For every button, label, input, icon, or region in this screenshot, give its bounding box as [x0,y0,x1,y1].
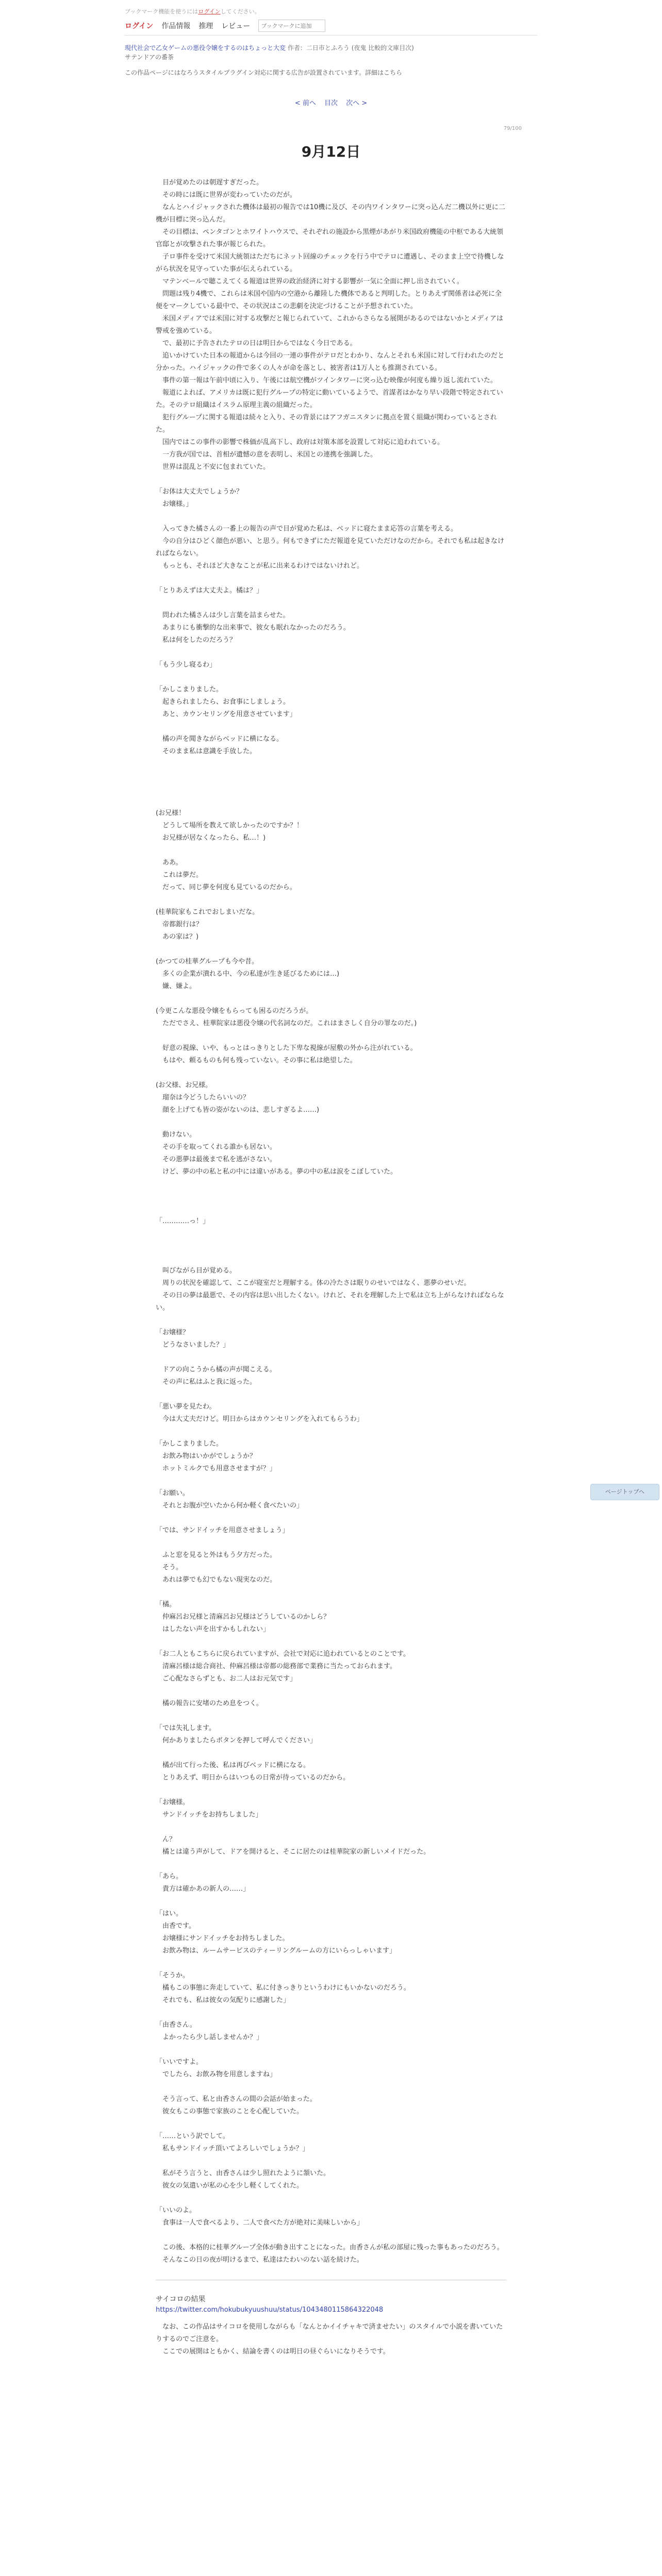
body-paragraph: で、最初に予告されたテロの日は明日からではなく今日である。 [156,340,357,347]
body-paragraph [156,1858,506,1871]
main-nav [125,20,325,32]
body-paragraph: そう言って、私と由香さんの間の会話が始まった。 [156,2095,317,2103]
tips-link[interactable]: 推理 [198,22,213,30]
body-paragraph: 「お願い。 [156,1489,190,1497]
body-paragraph [156,2007,506,2019]
body-paragraph [156,572,506,585]
body-paragraph: もっとも、それほど大きなことが私に出来るわけではないけれど。 [156,562,364,570]
body-paragraph: 世界は混乱と不安に包まれていた。 [156,463,270,471]
body-paragraph: お兄様が居なくなったら、私…！) [156,834,266,842]
body-paragraph [156,2044,506,2056]
body-paragraph [156,1821,506,1834]
work-author: 作者：二日市とふろう [287,44,350,52]
top-divider [125,35,537,36]
body-paragraph [156,721,506,733]
body-paragraph: 「お体は大丈夫でしょうか？ [156,488,243,496]
body-paragraph: 一方我が国では、首相が遺憾の意を表明し、米国との連携を強調した。 [156,451,377,459]
toc-link[interactable]: 目次 [324,99,338,107]
body-paragraph [156,597,506,609]
body-paragraph: 橘の声を聞きながらベッドに横になる。 [156,735,284,743]
body-paragraph: だって、同じ夢を何度も見ているのだから。 [156,884,296,891]
body-paragraph [156,844,506,857]
body-paragraph: ふと窓を見ると外はもう夕方だった。 [156,1551,277,1559]
body-paragraph: 今の自分はひどく顔色が悪い、と思う。何もできずにただ報道を見ていただけなのだから。それでも私は起きなければならない。 [156,537,505,557]
body-paragraph: (今更こんな悪役令嬢をもらっても困るのだろうが。 [156,1007,313,1015]
body-paragraph [156,943,506,956]
body-paragraph: これは夢だ。 [156,871,203,879]
body-paragraph: 米国メディアでは米国に対する攻撃だと報じられていて、これからさらなる展開があるのではないかとメディアは警戒を強めている。 [156,315,504,335]
body-paragraph [156,473,506,486]
body-paragraph [156,795,506,807]
body-paragraph: どうして場所を教えて欲しかったのですか？！ [156,822,304,829]
notice-suffix: してください。 [220,8,260,15]
body-paragraph: 「…………っ！」 [156,1217,210,1225]
episode-body [156,177,506,2266]
body-paragraph: あと、カウンセリングを用意させています」 [156,710,296,718]
body-paragraph: もはや、頼るものも何も残っていない。その事に私は絶望した。 [156,1057,357,1064]
body-paragraph: あれは夢でも幻でもない現実なのだ。 [156,1576,277,1584]
work-title[interactable]: 現代社会で乙女ゲームの悪役令嬢をするのはちょっと大変 [125,44,286,52]
body-paragraph [156,1388,506,1401]
body-paragraph: その悪夢は最後まで私を逃がさない。 [156,1156,277,1163]
body-paragraph: 「かしこまりました。 [156,1440,223,1448]
body-paragraph: 「では失礼します。 [156,1724,216,1732]
body-paragraph [156,1240,506,1252]
closing-line: なお、この作品はサイコロを使用しながらも「なんとかイイチャキで済ませたい」のスタイルで小説を書いていたりするのでご注意を。 [156,2323,503,2343]
search-input[interactable] [258,20,325,32]
body-paragraph: その声に私はふと我に返った。 [156,1378,257,1386]
body-paragraph: 今は大丈夫だけど。明日からはカウンセリングを入れてもらうわ」 [156,1415,363,1423]
body-paragraph: 「由香さん。 [156,2021,196,2029]
body-paragraph: 「いいのよ。 [156,2207,196,2214]
body-paragraph: 報道によれば、アメリカは既に犯行グループの特定に動いているようで、首謀者はかなり早い段階で特定されていた。そのテロ組織はイスラム原理主義の組織だった。 [156,389,503,409]
body-paragraph [156,2155,506,2167]
body-paragraph: 「では、サンドイッチを用意させましょう」 [156,1527,289,1534]
body-paragraph: 彼女もこの事態で家族のことを心配していた。 [156,2108,304,2115]
body-paragraph [156,1203,506,1215]
body-paragraph: ホットミルクでも用意させますが？」 [156,1465,276,1472]
body-paragraph: 仲麻呂お兄様と清麻呂お兄様はどうしているのかしら？ [156,1613,330,1621]
body-paragraph: 由香です。 [156,1922,195,1930]
body-paragraph: それでも、私は彼女の気配りに感謝した」 [156,1996,290,2004]
page-top-button[interactable]: ページトップへ [590,1484,659,1500]
body-paragraph: 「かしこまりました。 [156,686,223,693]
pager [125,97,537,107]
body-paragraph: 「橘。 [156,1601,176,1608]
body-paragraph [156,2118,506,2130]
body-paragraph: なんとハイジャックされた機体は最初の報告では10機に及び、その内ワインタワーに突っ込んだ二機以外に更に二機が目標に突っ込んだ。 [156,204,505,224]
body-paragraph [156,1030,506,1042]
body-paragraph [156,1191,506,1203]
body-paragraph [156,1426,506,1438]
body-paragraph [156,894,506,906]
body-paragraph [156,1636,506,1648]
body-paragraph: 橘とは違う声がして、ドアを開けると、そこに居たのは桂華院家の新しいメイドだった。 [156,1848,431,1856]
episode-number: 79/100 [503,126,522,131]
body-paragraph: 食事は一人で食べるより、二人で食べた方が絶対に美味しいから」 [156,2219,364,2227]
body-paragraph: その目標は、ペンタゴンとホワイトハウスで、それぞれの施設から黒煙があがり米国政府機能の中枢である大統領官邸とが攻撃された事が報じられた。 [156,228,504,248]
body-paragraph: その時には既に世界が変わっていたのだが。 [156,191,296,199]
body-paragraph [156,1178,506,1191]
body-paragraph [156,1537,506,1549]
body-paragraph: 瑠奈は今どうしたらいいの？ [156,1094,250,1101]
body-paragraph [156,758,506,770]
body-paragraph: お嬢様。」 [156,500,193,508]
body-paragraph: でしたら、お飲み物を用意しますね」 [156,2071,277,2078]
body-paragraph: 目が覚めたのは朝遅すぎだった。 [156,179,263,187]
body-paragraph: 叫びながら目が覚める。 [156,1267,237,1275]
top-bar [125,0,537,40]
body-paragraph: 「はい。 [156,1910,183,1918]
body-paragraph: 私もサンドイッチ頂いてよろしいでしょうか？」 [156,2145,309,2153]
body-paragraph: 橘の報告に安堵のため息をつく。 [156,1700,263,1707]
body-paragraph: 「あら。 [156,1873,183,1880]
result-link[interactable]: https://twitter.com/hokubukyuushuu/status/1043480115864322048 [156,2306,384,2314]
body-paragraph: ドアの向こうから橘の声が聞こえる。 [156,1366,276,1374]
body-paragraph: マテンベールで聴こえてくる報道は世界の政治経済に対する影響が一気に全面に押し出されていく。 [156,278,464,285]
page-wrapper [125,0,537,2358]
body-paragraph: この後、本格的に桂華グループ全体が動き出すことになった。由香さんが私の部屋に残った事もあったのだろう。 [156,2244,504,2251]
work-header [125,43,537,62]
closing-notes [156,2321,506,2358]
body-paragraph [156,770,506,783]
body-paragraph: お飲み物は、ルームサービスのティーリングルームの方にいらっしゃいます」 [156,1947,396,1955]
body-paragraph: (桂華院家もこれでおしまいだな。 [156,908,259,916]
body-paragraph [156,993,506,1005]
body-paragraph: 彼女の気遣いが私の心を少し軽くしてくれた。 [156,2182,304,2190]
body-paragraph: 貴方は確かあの新人の……」 [156,1885,250,1893]
body-paragraph: 橘が出て行った後、私は再びベッドに横になる。 [156,1761,310,1769]
body-paragraph [156,1067,506,1079]
body-paragraph: そう。 [156,1564,183,1571]
closing-line: ここでの展開はともかく、結論を書くのは明日の昼ぐらいになりそうです。 [156,2348,390,2355]
body-paragraph: 好意の視線、いや、もっとはっきりとした下卑な視線が屋敷の外から注がれている。 [156,1044,417,1052]
body-paragraph: 「いいですよ。 [156,2058,203,2066]
body-paragraph: 周りの状況を確認して、ここが寝室だと理解する。体の冷たさは眠りのせいではなく、悪夢のせいだ。 [156,1279,471,1287]
body-paragraph: そのまま私は意識を手放した。 [156,748,257,755]
body-paragraph: (お父様、お兄様。 [156,1081,212,1089]
body-paragraph: お飲み物はいかがでしょうか？ [156,1452,257,1460]
body-paragraph [156,2192,506,2205]
episode-title: 9月12日 [301,143,361,160]
body-paragraph: けど、夢の中の私と私の中には違いがある。夢の中の私は涙をこぼしていた。 [156,1168,398,1176]
body-paragraph: 「もう少し寝るわ」 [156,661,217,669]
body-paragraph: ご心配なさらずとも、お二人はお元気です」 [156,1675,297,1683]
body-paragraph: 私がそう言うと、由香さんは少し照れたように頷いた。 [156,2170,330,2177]
notice-prefix: ブックマーク機能を使うには [125,8,198,15]
body-paragraph [156,1895,506,1908]
login-link[interactable]: ログイン [125,22,154,30]
body-paragraph: 帝都銀行は？ [156,921,203,928]
body-paragraph: その手を取ってくれる誰かも居ない。 [156,1143,277,1151]
body-paragraph: 起きられましたら、お食事にしましょう。 [156,698,290,706]
body-paragraph [156,1710,506,1722]
body-paragraph: 「……という訳でして。 [156,2132,229,2140]
body-paragraph: 橘もこの事態に奔走していて、私に付きっきりというわけにもいかないのだろう。 [156,1984,410,1992]
body-paragraph [156,2081,506,2093]
body-paragraph [156,1685,506,1698]
next-link[interactable]: 次へ > [346,99,368,107]
body-paragraph: あの家は？) [156,933,199,941]
body-paragraph [156,1586,506,1599]
result-label: サイコロの結果 [156,2295,206,2303]
body-paragraph: (お兄様！ [156,809,186,817]
work-extra: (夜鬼 比較的文庫目次) [351,44,414,52]
body-paragraph: ああ。 [156,859,183,867]
body-paragraph [156,511,506,523]
body-paragraph: 子ロ事件を受けて米国大統領はただちにネット回線のチェックを行う中でテロに遭遇し、そのまま上空で待機しながら状況を見守っていた事が伝えられている。 [156,253,504,273]
body-paragraph: その日の夢は最悪で、その内容は思い出したくない。けれど、それを理解した上で私は立ち上がらなければならない。 [156,1292,504,1312]
body-paragraph: (かつての桂華グループも今や昔。 [156,958,259,965]
body-paragraph [156,1252,506,1265]
body-paragraph: 「お嬢様。 [156,1799,190,1806]
body-paragraph [156,1475,506,1487]
body-paragraph: 「お二人ともこちらに戻られていますが、会社で対応に追われているとのことです。 [156,1650,410,1658]
notice-login-link[interactable]: ログイン [198,8,221,15]
body-paragraph: 多くの企業が潰れる中、今の私達が生き延びるためには…) [156,970,340,978]
work-subtitle: サテンドアの番茶 [125,54,174,61]
body-paragraph: とりあえず、明日からはいつもの日常が待っているのだから。 [156,1774,350,1782]
body-paragraph [156,671,506,684]
body-paragraph: 問われた橘さんは少し言葉を詰まらせた。 [156,612,290,619]
body-paragraph: あまりにも衝撃的な出来事で、彼女も眠れなかったのだろう。 [156,624,350,632]
body-paragraph: はしたない声を出すかもしれない」 [156,1625,270,1633]
body-paragraph [156,1512,506,1524]
body-paragraph: 「とりあえずは大丈夫よ。橘は？」 [156,587,263,595]
body-paragraph: 事件の第一報は午前中頃に入り、午後には航空機がツインタワーに突っ込む映像が何度も繰り返し流れていた。 [156,377,497,384]
body-paragraph [156,1747,506,1759]
body-paragraph [156,2229,506,2242]
body-paragraph [156,1351,506,1364]
body-paragraph: 追いかけていた日本の報道からは今回の一連の事件がテロだとわかり、なんとそれも米国に対して行われたのだと分かった。ハイジャックの件で多くの人々が命を落とし、被害者は1万人とも推測されている。 [156,352,505,372]
info-notice: この作品ページにはなろうスタイルプラグイン対応に関する広告が設置されています。詳細はこちら [125,69,402,76]
body-paragraph: それとお腹が空いたから何か軽く食べたいの」 [156,1502,304,1510]
prev-link[interactable]: < 前へ [294,99,316,107]
body-paragraph: 顔を上げても皆の姿がないのは、悲しすぎるよ……) [156,1106,320,1114]
bookmark-notice [125,7,260,15]
body-paragraph: 「悪い夢を見たわ。 [156,1403,216,1411]
body-paragraph [156,1116,506,1129]
body-paragraph: お嬢様にサンドイッチをお持ちしました。 [156,1935,289,1942]
review-link[interactable]: レビュー [221,22,251,30]
body-paragraph: 犯行グループに関する報道は続々と入り、その背景にはアフガニスタンに拠点を置く組織が関わっているとされた。 [156,414,497,434]
body-paragraph [156,783,506,795]
body-paragraph [156,1228,506,1240]
body-paragraph [156,647,506,659]
body-paragraph: 嫌、嫌よ。 [156,982,196,990]
body-paragraph: 「そうか。 [156,1972,190,1979]
body-paragraph: 清麻呂様は総合商社、仲麻呂様は帝都の総務部で業務に当たっておられます。 [156,1663,396,1670]
body-paragraph: 私は何をしたのだろう？ [156,636,237,644]
body-paragraph [156,1314,506,1327]
body-paragraph [156,1784,506,1797]
body-paragraph: 「お嬢様？ [156,1329,190,1336]
body-paragraph: よかったら少し話しませんか？」 [156,2033,263,2041]
body-paragraph: そんなこの日の夜が明けるまで、私達はたわいのない話を続けた。 [156,2256,363,2264]
body-paragraph: 問題は残り4機で、これらは米国や国内の空港から離陸した機体であると判明した。とりあえず関係者は必死に全便をマークしている最中で、その状況はこの悲劇を決定づけることが予想されていた。 [156,290,502,310]
body-paragraph: 国内ではこの事件の影響で株価が乱高下し、政府は対策本部を設置して対応に追われている。 [156,438,444,446]
body-paragraph: ん？ [156,1836,176,1843]
body-paragraph: サンドイッチをお持ちしました」 [156,1811,262,1819]
works-link[interactable]: 作品情報 [161,22,191,30]
body-paragraph: どうなさいました？」 [156,1341,230,1349]
body-paragraph: 入ってきた橘さんの一番上の報告の声で目が覚めた私は、ベッドに寝たまま応答の言葉を考える。 [156,525,458,533]
body-paragraph: 動けない。 [156,1131,196,1139]
body-paragraph: 何かありましたらボタンを押して呼んでください」 [156,1737,317,1744]
body-paragraph: ただでさえ、桂華院家は悪役令嬢の代名詞なのだ。これはまさしく自分の罪なのだ。) [156,1020,417,1027]
body-paragraph [156,1957,506,1970]
